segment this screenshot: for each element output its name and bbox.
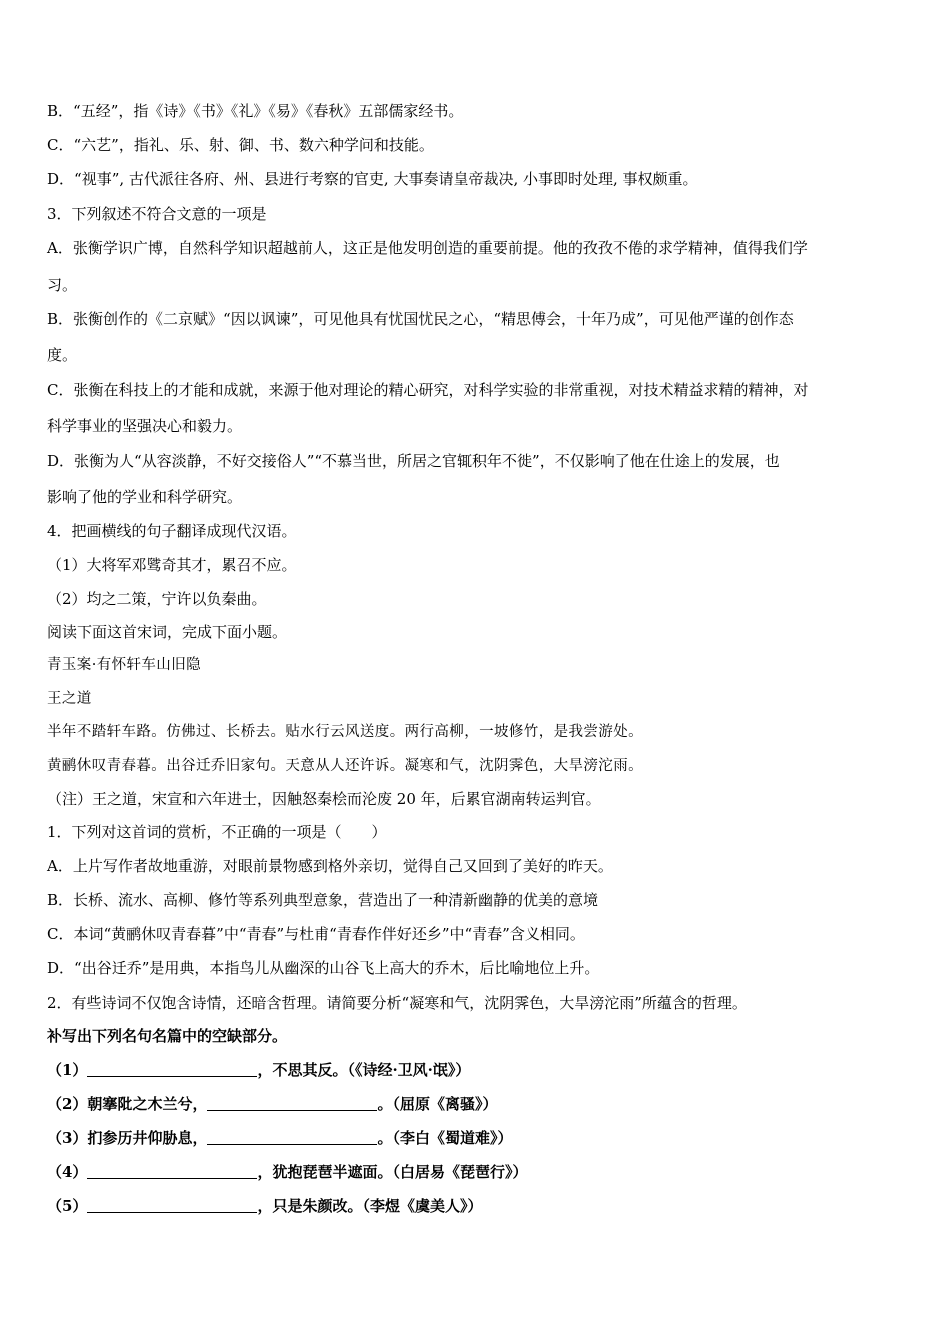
poem-line-2: 黄鹂休叹青春暮。出谷迁乔旧家句。天意从人还许诉。凝寒和气，沈阴霁色，大旱滂沱雨。	[47, 758, 643, 774]
q3-stem: 3．下列叙述不符合文意的一项是	[47, 205, 267, 223]
poem-q1-option-a: A．上片写作者故地重游，对眼前景物感到格外亲切，觉得自己又回到了美好的昨天。	[47, 857, 613, 875]
answer-blank[interactable]	[87, 1062, 257, 1077]
q3-option-d-line2: 影响了他的学业和科学研究。	[47, 488, 243, 506]
answer-blank[interactable]	[87, 1164, 257, 1179]
fill-blank-item-5: （5） ，只是朱颜改。（李煜《虞美人》）	[47, 1197, 483, 1215]
poem-line-1: 半年不踏轩车路。仿佛过、长桥去。贴水行云风送度。两行高柳，一坡修竹，是我尝游处。	[47, 724, 643, 740]
q3-option-b-line2: 度。	[47, 346, 78, 364]
poem-intro: 阅读下面这首宋词，完成下面小题。	[47, 623, 288, 641]
fill-blank-item-3: （3）扪参历井仰胁息， 。（李白《蜀道难》）	[47, 1129, 513, 1147]
q2-option-b: B．“五经”，指《诗》《书》《礼》《易》《春秋》五部儒家经书。	[47, 102, 464, 120]
q4-sentence-1: （1）大将军邓骘奇其才，累召不应。	[47, 556, 297, 574]
q3-option-c-line2: 科学事业的坚强决心和毅力。	[47, 417, 243, 435]
fill-blank-heading: 补写出下列名句名篇中的空缺部分。	[47, 1027, 288, 1045]
q3-option-c-line1: C．张衡在科技上的才能和成就，来源于他对理论的精心研究，对科学实验的非常重视，对技术精益求精的精神，对	[47, 381, 809, 399]
q2-option-d: D．“视事”, 古代派往各府、州、县进行考察的官吏, 大事奏请皇帝裁决, 小事即时处理, 事权颇重。	[47, 170, 698, 188]
q4-stem: 4．把画横线的句子翻译成现代汉语。	[47, 522, 297, 540]
poem-q1-option-b: B．长桥、流水、高柳、修竹等系列典型意象，营造出了一种清新幽静的优美的意境	[47, 891, 599, 909]
q3-option-a-line2: 习。	[47, 276, 78, 294]
q3-option-a-line1: A．张衡学识广博，自然科学知识超越前人，这正是他发明创造的重要前提。他的孜孜不倦的求学精神，值得我们学	[47, 239, 808, 257]
fill-blank-item-4: （4） ，犹抱琵琶半遮面。（白居易《琵琶行》）	[47, 1163, 528, 1181]
answer-blank[interactable]	[207, 1096, 377, 1111]
fill-blank-item-1: （1） ，不思其反。（《诗经·卫风·氓》）	[47, 1061, 471, 1079]
q3-option-d-line1: D．张衡为人“从容淡静，不好交接俗人”“不慕当世，所居之官辄积年不徙”，不仅影响了他在仕途上的发展，也	[47, 452, 780, 470]
poem-author: 王之道	[47, 691, 92, 707]
fill-blank-item-2: （2）朝搴阰之木兰兮， 。（屈原《离骚》）	[47, 1095, 498, 1113]
poem-q1-option-c: C．本词“黄鹂休叹青春暮”中“青春”与杜甫“青春作伴好还乡”中“青春”含义相同。	[47, 925, 585, 943]
poem-note: （注）王之道，宋宣和六年进士，因触怒秦桧而沦废 20 年，后累官湖南转运判官。	[47, 790, 601, 808]
poem-q1-option-d: D．“出谷迁乔”是用典，本指鸟儿从幽深的山谷飞上高大的乔木，后比喻地位上升。	[47, 959, 600, 977]
answer-blank[interactable]	[87, 1198, 257, 1213]
q2-option-c: C．“六艺”，指礼、乐、射、御、书、数六种学问和技能。	[47, 136, 434, 154]
poem-q2: 2．有些诗词不仅饱含诗情，还暗含哲理。请简要分析“凝寒和气，沈阴霁色，大旱滂沱雨”所蕴含的哲理。	[47, 994, 747, 1012]
q3-option-b-line1: B．张衡创作的《二京赋》“因以讽谏”，可见他具有忧国忧民之心，“精思傅会，十年乃成”，可见他严谨的创作态	[47, 310, 794, 328]
answer-blank[interactable]	[207, 1130, 377, 1145]
poem-q1-stem: 1．下列对这首词的赏析，不正确的一项是（ ）	[47, 823, 387, 841]
q4-sentence-2: （2）均之二策，宁许以负秦曲。	[47, 590, 267, 608]
poem-title: 青玉案·有怀轩车山旧隐	[47, 657, 202, 673]
